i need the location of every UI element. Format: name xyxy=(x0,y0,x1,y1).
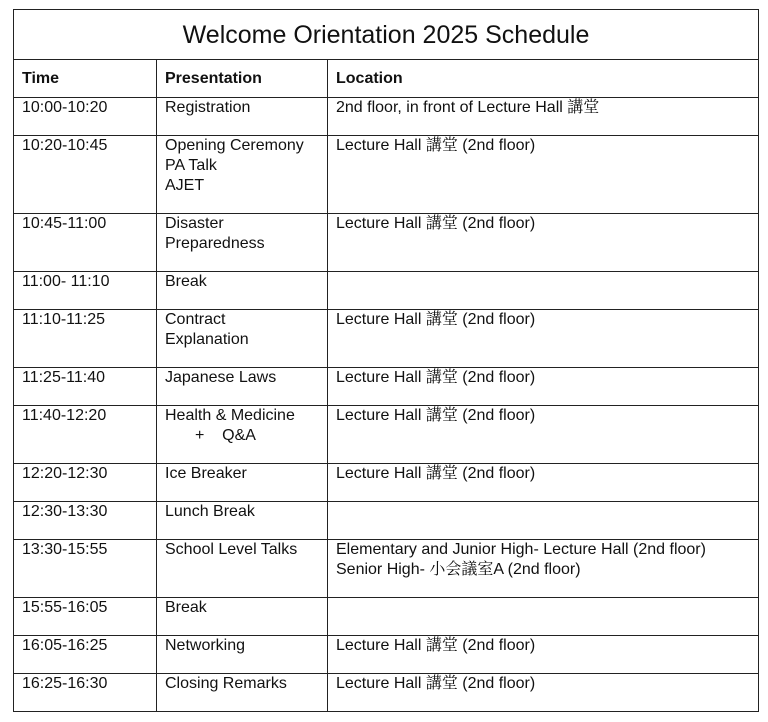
time-cell xyxy=(14,98,157,136)
time-text: 11:10-11:25 xyxy=(22,311,106,328)
time-text: 12:30-13:30 xyxy=(22,503,108,520)
time-cell xyxy=(14,214,157,272)
presentation-text: Break xyxy=(165,599,207,616)
table-row xyxy=(14,368,759,406)
presentation-text: School Level Talks xyxy=(165,541,298,558)
table-row xyxy=(14,136,759,214)
time-text: 12:20-12:30 xyxy=(22,465,108,482)
presentation-text: Japanese Laws xyxy=(165,369,277,386)
table-row xyxy=(14,98,759,136)
column-header-location: Location xyxy=(328,60,759,98)
presentation-text: PA Talk xyxy=(165,157,217,174)
table-row xyxy=(14,272,759,310)
location-cell xyxy=(328,98,759,136)
time-cell xyxy=(14,598,157,636)
time-text: 11:25-11:40 xyxy=(22,369,106,386)
presentation-text: AJET xyxy=(165,177,205,194)
time-text: 16:05-16:25 xyxy=(22,637,108,654)
time-cell xyxy=(14,136,157,214)
presentation-cell xyxy=(157,464,328,502)
location-cell xyxy=(328,636,759,674)
presentation-text: Preparedness xyxy=(165,235,265,252)
presentation-text: Registration xyxy=(165,99,251,116)
time-text: 11:40-12:20 xyxy=(22,407,107,424)
schedule-table xyxy=(13,9,759,712)
header-row xyxy=(14,60,759,98)
location-cell xyxy=(328,214,759,272)
location-cell xyxy=(328,406,759,464)
table-row xyxy=(14,406,759,464)
presentation-text: Break xyxy=(165,273,207,290)
presentation-text: Explanation xyxy=(165,331,249,348)
presentation-cell xyxy=(157,214,328,272)
presentation-text: Networking xyxy=(165,637,246,654)
time-cell xyxy=(14,406,157,464)
location-cell xyxy=(328,540,759,598)
presentation-cell xyxy=(157,598,328,636)
presentation-cell xyxy=(157,406,328,464)
location-cell xyxy=(328,272,759,310)
presentation-text: Lunch Break xyxy=(165,503,255,520)
table-row xyxy=(14,540,759,598)
location-cell xyxy=(328,502,759,540)
time-cell xyxy=(14,636,157,674)
location-cell xyxy=(328,464,759,502)
location-text: Lecture Hall 講堂 (2nd floor) xyxy=(336,369,536,386)
location-text: Elementary and Junior High- Lecture Hall (2nd floor) xyxy=(336,541,706,558)
time-cell xyxy=(14,368,157,406)
time-text: 10:45-11:00 xyxy=(22,215,107,232)
presentation-cell xyxy=(157,674,328,712)
time-text: 15:55-16:05 xyxy=(22,599,108,616)
presentation-cell xyxy=(157,98,328,136)
presentation-text: Ice Breaker xyxy=(165,465,247,482)
schedule-title: Welcome Orientation 2025 Schedule xyxy=(14,10,759,60)
location-text: 2nd floor, in front of Lecture Hall 講堂 xyxy=(336,99,600,116)
title-row xyxy=(14,10,759,60)
time-cell xyxy=(14,502,157,540)
table-row xyxy=(14,674,759,712)
presentation-text: Contract xyxy=(165,311,226,328)
presentation-cell xyxy=(157,310,328,368)
location-text: Lecture Hall 講堂 (2nd floor) xyxy=(336,137,536,154)
location-text: Lecture Hall 講堂 (2nd floor) xyxy=(336,311,536,328)
table-row xyxy=(14,310,759,368)
time-text: 10:20-10:45 xyxy=(22,137,108,154)
presentation-text: Closing Remarks xyxy=(165,675,287,692)
location-text: Lecture Hall 講堂 (2nd floor) xyxy=(336,407,536,424)
presentation-cell xyxy=(157,136,328,214)
presentation-text: Disaster xyxy=(165,215,224,232)
presentation-cell xyxy=(157,368,328,406)
location-text: Lecture Hall 講堂 (2nd floor) xyxy=(336,675,536,692)
time-text: 16:25-16:30 xyxy=(22,675,108,692)
location-text: Senior High- 小会議室A (2nd floor) xyxy=(336,561,581,578)
table-row xyxy=(14,636,759,674)
time-text: 11:00- 11:10 xyxy=(22,273,110,290)
column-header-time: Time xyxy=(14,60,157,98)
location-text: Lecture Hall 講堂 (2nd floor) xyxy=(336,215,536,232)
presentation-cell xyxy=(157,540,328,598)
presentation-text: + Q&A xyxy=(195,427,256,444)
location-cell xyxy=(328,674,759,712)
time-cell xyxy=(14,310,157,368)
location-cell xyxy=(328,598,759,636)
location-cell xyxy=(328,310,759,368)
table-row xyxy=(14,214,759,272)
time-cell xyxy=(14,272,157,310)
column-header-presentation: Presentation xyxy=(157,60,328,98)
table-row xyxy=(14,502,759,540)
location-cell xyxy=(328,136,759,214)
time-cell xyxy=(14,540,157,598)
presentation-cell xyxy=(157,272,328,310)
time-text: 10:00-10:20 xyxy=(22,99,108,116)
table-row xyxy=(14,598,759,636)
location-text: Lecture Hall 講堂 (2nd floor) xyxy=(336,465,536,482)
schedule-document xyxy=(13,9,758,712)
time-text: 13:30-15:55 xyxy=(22,541,108,558)
location-text: Lecture Hall 講堂 (2nd floor) xyxy=(336,637,536,654)
presentation-cell xyxy=(157,502,328,540)
presentation-text: Health & Medicine xyxy=(165,407,295,424)
time-cell xyxy=(14,674,157,712)
presentation-text: Opening Ceremony xyxy=(165,137,304,154)
time-cell xyxy=(14,464,157,502)
table-row xyxy=(14,464,759,502)
location-cell xyxy=(328,368,759,406)
presentation-cell xyxy=(157,636,328,674)
